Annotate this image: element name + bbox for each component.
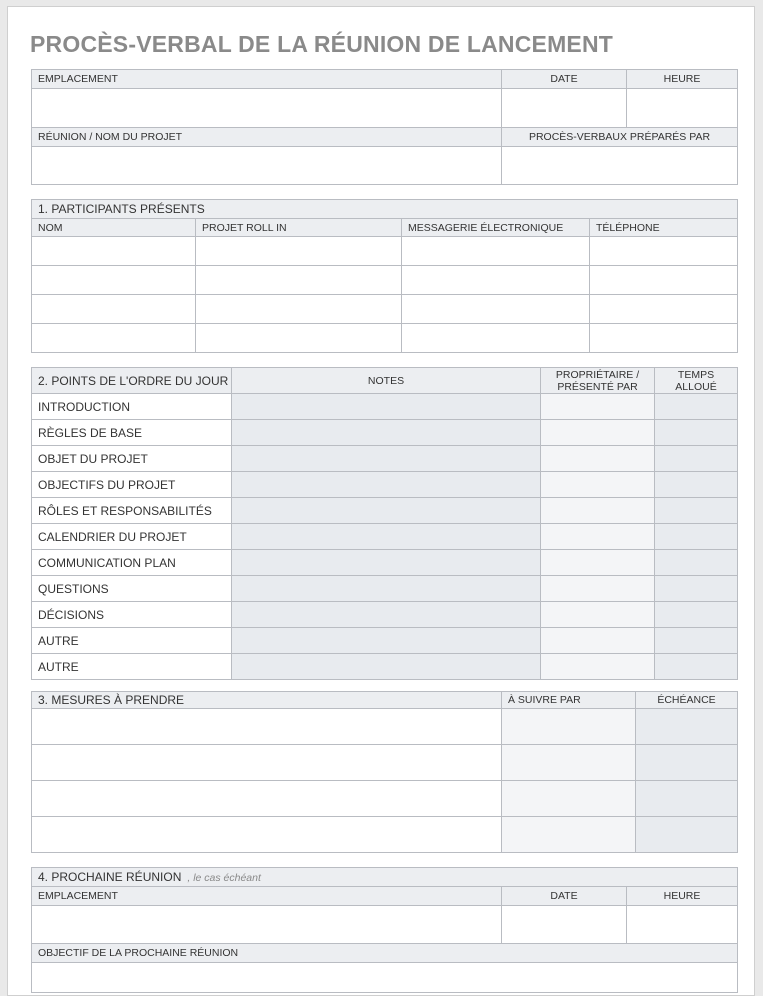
col-phone: TÉLÉPHONE: [590, 219, 738, 237]
agenda-notes-cell[interactable]: [232, 550, 541, 576]
agenda-table: [31, 367, 738, 680]
participant-name-cell[interactable]: [32, 237, 196, 266]
action-due-cell[interactable]: [636, 817, 738, 853]
agenda-time-cell[interactable]: [655, 550, 738, 576]
agenda-row: [32, 576, 738, 602]
participant-name-cell[interactable]: [32, 295, 196, 324]
participant-phone-cell[interactable]: [590, 237, 738, 266]
participant-role-cell[interactable]: [196, 295, 402, 324]
agenda-row: [32, 654, 738, 680]
agenda-item-label: RÔLES ET RESPONSABILITÉS: [32, 498, 232, 524]
agenda-owner-cell[interactable]: [541, 446, 655, 472]
participant-email-cell[interactable]: [402, 237, 590, 266]
action-owner-cell[interactable]: [502, 745, 636, 781]
participant-row: [32, 237, 738, 266]
next-location-label: EMPLACEMENT: [32, 887, 502, 906]
participant-phone-cell[interactable]: [590, 324, 738, 353]
agenda-time-cell[interactable]: [655, 628, 738, 654]
agenda-owner-cell[interactable]: [541, 524, 655, 550]
next-objective-label: OBJECTIF DE LA PROCHAINE RÉUNION: [32, 944, 738, 963]
project-name-field[interactable]: [32, 147, 502, 185]
col-projet-roll-in: PROJET ROLL IN: [196, 219, 402, 237]
agenda-row: [32, 446, 738, 472]
location-field[interactable]: [32, 89, 502, 128]
next-time-field[interactable]: [627, 906, 738, 944]
agenda-notes-cell[interactable]: [232, 524, 541, 550]
agenda-item-label: CALENDRIER DU PROJET: [32, 524, 232, 550]
agenda-row: [32, 394, 738, 420]
action-row: [32, 709, 738, 745]
next-meeting-section-title: [32, 868, 738, 887]
agenda-owner-cell[interactable]: [541, 394, 655, 420]
agenda-row: [32, 628, 738, 654]
agenda-section-title: 2. POINTS DE L'ORDRE DU JOUR: [32, 368, 232, 394]
date-field[interactable]: [502, 89, 627, 128]
participant-row: [32, 324, 738, 353]
agenda-item-label: INTRODUCTION: [32, 394, 232, 420]
participant-row: [32, 295, 738, 324]
agenda-item-label: RÈGLES DE BASE: [32, 420, 232, 446]
agenda-row: [32, 602, 738, 628]
agenda-owner-cell[interactable]: [541, 576, 655, 602]
actions-table: [31, 691, 738, 853]
action-owner-cell[interactable]: [502, 709, 636, 745]
agenda-item-label: DÉCISIONS: [32, 602, 232, 628]
action-due-cell[interactable]: [636, 709, 738, 745]
agenda-notes-cell[interactable]: [232, 472, 541, 498]
agenda-time-cell[interactable]: [655, 446, 738, 472]
owner-header: PROPRIÉTAIRE / PRÉSENTÉ PAR: [541, 368, 655, 394]
agenda-owner-cell[interactable]: [541, 420, 655, 446]
next-date-field[interactable]: [502, 906, 627, 944]
agenda-row: [32, 498, 738, 524]
participant-email-cell[interactable]: [402, 266, 590, 295]
next-meeting-subtitle: , le cas échéant: [187, 872, 261, 884]
next-meeting-table: [31, 867, 738, 993]
prepared-by-label: PROCÈS-VERBAUX PRÉPARÉS PAR: [502, 128, 738, 147]
agenda-notes-cell[interactable]: [232, 654, 541, 680]
agenda-time-cell[interactable]: [655, 394, 738, 420]
agenda-notes-cell[interactable]: [232, 602, 541, 628]
action-description-cell[interactable]: [32, 709, 502, 745]
agenda-time-cell[interactable]: [655, 420, 738, 446]
agenda-notes-cell[interactable]: [232, 576, 541, 602]
agenda-notes-cell[interactable]: [232, 394, 541, 420]
next-date-label: DATE: [502, 887, 627, 906]
agenda-row: [32, 550, 738, 576]
agenda-time-cell[interactable]: [655, 498, 738, 524]
agenda-owner-cell[interactable]: [541, 472, 655, 498]
agenda-row: [32, 524, 738, 550]
action-owner-cell[interactable]: [502, 817, 636, 853]
prepared-by-field[interactable]: [502, 147, 738, 185]
form-page: [7, 6, 755, 996]
participant-role-cell[interactable]: [196, 324, 402, 353]
agenda-owner-cell[interactable]: [541, 654, 655, 680]
col-nom: NOM: [32, 219, 196, 237]
next-time-label: HEURE: [627, 887, 738, 906]
action-description-cell[interactable]: [32, 817, 502, 853]
agenda-owner-cell[interactable]: [541, 550, 655, 576]
action-row: [32, 745, 738, 781]
agenda-item-label: QUESTIONS: [32, 576, 232, 602]
meeting-info-table: [31, 69, 738, 185]
follow-up-header: À SUIVRE PAR: [502, 692, 636, 709]
next-meeting-title: 4. PROCHAINE RÉUNION: [38, 870, 182, 884]
participant-email-cell[interactable]: [402, 324, 590, 353]
participant-role-cell[interactable]: [196, 266, 402, 295]
time-label: HEURE: [627, 70, 738, 89]
participants-section-title: 1. PARTICIPANTS PRÉSENTS: [32, 200, 738, 219]
location-label: EMPLACEMENT: [32, 70, 502, 89]
due-date-header: ÉCHÉANCE: [636, 692, 738, 709]
agenda-notes-cell[interactable]: [232, 420, 541, 446]
project-name-label: RÉUNION / NOM DU PROJET: [32, 128, 502, 147]
agenda-time-cell[interactable]: [655, 472, 738, 498]
agenda-notes-cell[interactable]: [232, 446, 541, 472]
agenda-owner-cell[interactable]: [541, 602, 655, 628]
action-due-cell[interactable]: [636, 781, 738, 817]
page-title: PROCÈS-VERBAL DE LA RÉUNION DE LANCEMENT: [30, 31, 614, 57]
agenda-time-cell[interactable]: [655, 654, 738, 680]
action-due-cell[interactable]: [636, 745, 738, 781]
agenda-time-cell[interactable]: [655, 602, 738, 628]
action-description-cell[interactable]: [32, 781, 502, 817]
agenda-time-cell[interactable]: [655, 576, 738, 602]
action-row: [32, 781, 738, 817]
agenda-notes-cell[interactable]: [232, 498, 541, 524]
agenda-item-label: COMMUNICATION PLAN: [32, 550, 232, 576]
participant-name-cell[interactable]: [32, 266, 196, 295]
time-field[interactable]: [627, 89, 738, 128]
agenda-item-label: AUTRE: [32, 628, 232, 654]
agenda-item-label: AUTRE: [32, 654, 232, 680]
agenda-notes-cell[interactable]: [232, 628, 541, 654]
participant-role-cell[interactable]: [196, 237, 402, 266]
actions-section-title: 3. MESURES À PRENDRE: [32, 692, 502, 709]
agenda-item-label: OBJET DU PROJET: [32, 446, 232, 472]
agenda-row: [32, 420, 738, 446]
next-location-field[interactable]: [32, 906, 502, 944]
agenda-row: [32, 472, 738, 498]
participant-phone-cell[interactable]: [590, 295, 738, 324]
participant-name-cell[interactable]: [32, 324, 196, 353]
allotted-time-header: TEMPS ALLOUÉ: [655, 368, 738, 394]
participant-phone-cell[interactable]: [590, 266, 738, 295]
date-label: DATE: [502, 70, 627, 89]
participant-row: [32, 266, 738, 295]
participant-email-cell[interactable]: [402, 295, 590, 324]
col-email: MESSAGERIE ÉLECTRONIQUE: [402, 219, 590, 237]
action-description-cell[interactable]: [32, 745, 502, 781]
action-owner-cell[interactable]: [502, 781, 636, 817]
agenda-owner-cell[interactable]: [541, 498, 655, 524]
next-objective-field[interactable]: [32, 963, 738, 993]
participants-table: [31, 199, 738, 353]
agenda-item-label: OBJECTIFS DU PROJET: [32, 472, 232, 498]
notes-header: NOTES: [232, 368, 541, 394]
agenda-owner-cell[interactable]: [541, 628, 655, 654]
action-row: [32, 817, 738, 853]
agenda-time-cell[interactable]: [655, 524, 738, 550]
